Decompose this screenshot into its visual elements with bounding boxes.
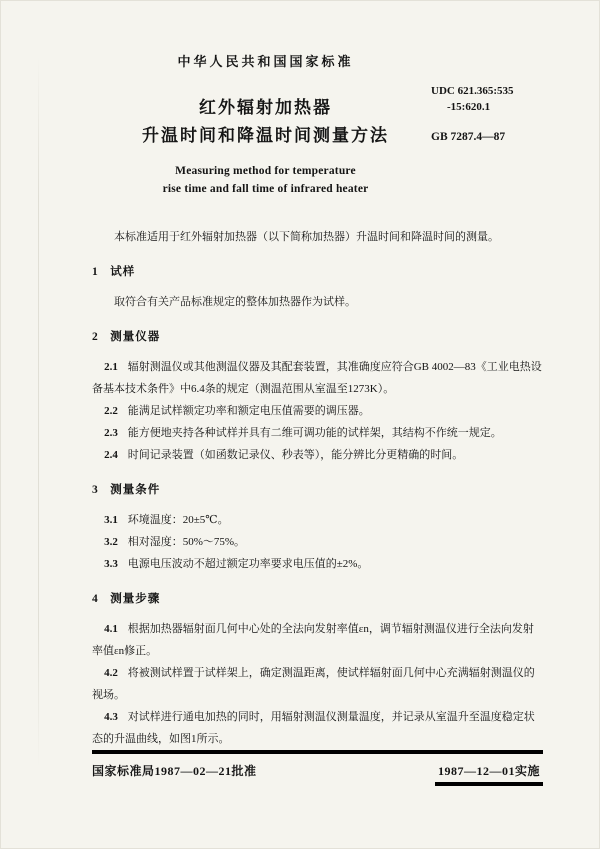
udc-number-line2: -15:620.1 xyxy=(447,100,491,113)
english-title xyxy=(92,163,439,199)
clause-text: 将被测试样置于试样架上，确定测温距离，使试样辐射面几何中心充满辐射测温仪的视场。 xyxy=(92,666,535,701)
document-header xyxy=(92,51,543,199)
section-4-title: 测量步骤 xyxy=(110,592,161,605)
document-title-line1: 红外辐射加热器 xyxy=(199,98,332,117)
clause-text: 辐射测温仪或其他测温仪器及其配套装置，其准确度应符合GB 4002—83《工业电热设备基本技术条件》中6.4条的规定（测温范围从室温至1273K）。 xyxy=(92,360,542,395)
clause-number: 3.1 xyxy=(104,513,118,526)
standard-number: GB 7287.4—87 xyxy=(431,130,506,143)
clause-number: 2.3 xyxy=(104,426,118,439)
section-3-heading xyxy=(92,479,543,502)
clause-text: 对试样进行通电加热的同时，用辐射测温仪测量温度，并记录从室温升至温度稳定状态的升温曲线，如图1所示。 xyxy=(92,710,535,745)
clause-paragraph xyxy=(92,444,543,466)
scan-artifact-line xyxy=(38,56,39,768)
footer-rule xyxy=(92,750,543,754)
section-1-title: 试样 xyxy=(110,265,136,278)
document-title-line2: 升温时间和降温时间测量方法 xyxy=(142,126,389,146)
udc-number-line1: UDC 621.365:535 xyxy=(431,85,514,97)
section-2-heading xyxy=(92,326,543,349)
clause-text: 能满足试样额定功率和额定电压值需要的调压器。 xyxy=(127,404,370,417)
clause-paragraph xyxy=(92,531,543,553)
section-1-number: 1 xyxy=(92,265,99,278)
clause-text: 能方便地夹持各种试样并具有二维可调功能的试样架，其结构不作统一规定。 xyxy=(127,426,502,439)
footer-dates xyxy=(92,762,543,786)
section-1-heading xyxy=(92,261,543,284)
clause-number: 2.4 xyxy=(104,448,118,461)
clause-paragraph xyxy=(92,356,543,400)
clause-paragraph xyxy=(92,400,543,422)
document-footer xyxy=(92,750,543,786)
clause-text: 根据加热器辐射面几何中心处的全法向发射率值εn，调节辐射测温仪进行全法向发射率值εn修正。 xyxy=(92,622,534,657)
header-centered-block xyxy=(92,51,439,199)
section-4-heading xyxy=(92,588,543,611)
section-2-number: 2 xyxy=(92,330,99,343)
clause-number: 3.2 xyxy=(104,535,118,548)
clause-text: 时间记录装置（如函数记录仪、秒表等），能分辨比分更精确的时间。 xyxy=(127,448,464,461)
approval-date: 国家标准局1987—02—21批准 xyxy=(92,763,257,778)
clause-number: 4.2 xyxy=(104,666,118,679)
clause-number: 2.2 xyxy=(104,404,118,417)
clause-paragraph xyxy=(92,618,543,662)
section-4-number: 4 xyxy=(92,592,99,605)
section-3-number: 3 xyxy=(92,483,99,496)
clause-paragraph xyxy=(92,509,543,531)
clause-paragraph xyxy=(92,706,543,750)
clause-paragraph xyxy=(92,662,543,706)
implementation-date: 1987—12—01实施 xyxy=(435,762,543,786)
clause-number: 3.3 xyxy=(104,557,118,570)
clause-text: 环境温度：20±5℃。 xyxy=(127,513,229,526)
clause-text: 电源电压波动不超过额定功率要求电压值的±2%。 xyxy=(127,557,369,570)
english-title-line1: Measuring method for temperature xyxy=(175,165,356,178)
clause-text: 相对湿度：50%～75%。 xyxy=(127,535,246,548)
scope-statement: 本标准适用于红外辐射加热器（以下简称加热器）升温时间和降温时间的测量。 xyxy=(114,230,499,243)
clause-number: 4.1 xyxy=(104,622,118,635)
english-title-line2: rise time and fall time of infrared heater xyxy=(162,182,369,195)
clause-paragraph: 取符合有关产品标准规定的整体加热器作为试样。 xyxy=(114,295,356,308)
section-2-title: 测量仪器 xyxy=(110,330,161,343)
classification-codes xyxy=(431,84,543,146)
clause-number: 4.3 xyxy=(104,710,118,723)
section-3-title: 测量条件 xyxy=(110,483,161,496)
document-body xyxy=(92,226,543,750)
clause-paragraph xyxy=(92,422,543,444)
clause-number: 2.1 xyxy=(104,360,118,373)
national-standard-label: 中华人民共和国国家标准 xyxy=(177,54,354,69)
document-title xyxy=(92,94,439,150)
clause-paragraph xyxy=(92,553,543,575)
